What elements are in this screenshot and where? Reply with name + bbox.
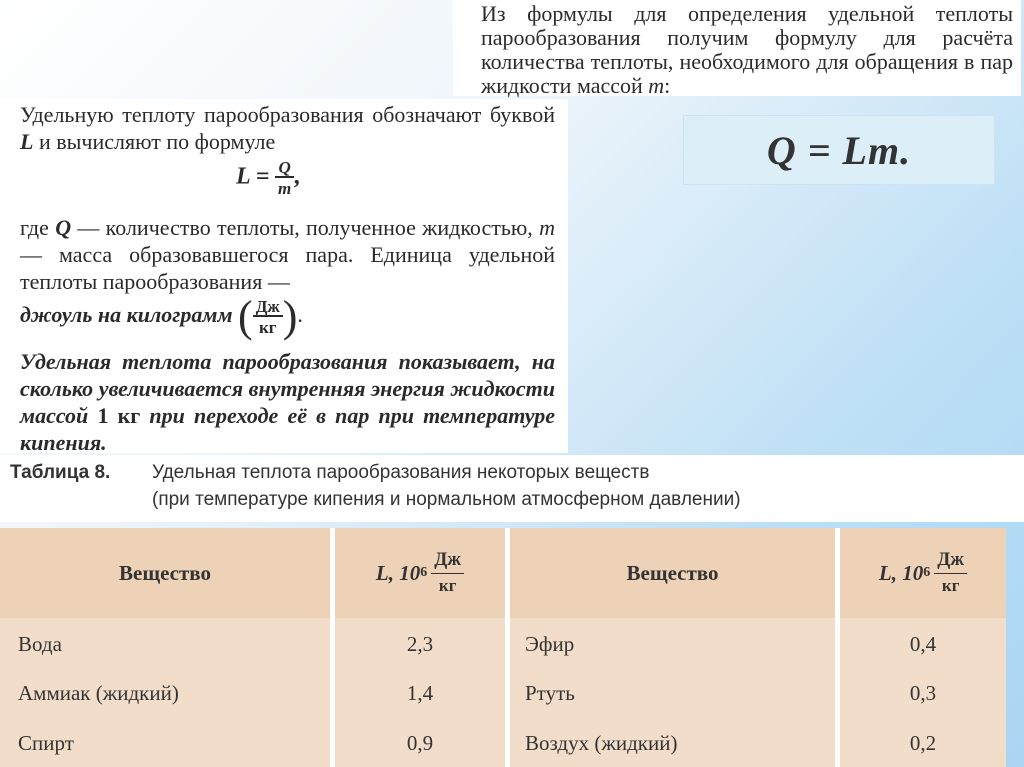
header-L-left-unit — [431, 550, 464, 596]
table-cell-substance: Аммиак (жидкий) — [18, 681, 179, 705]
table-cell-substance: Эфир — [525, 632, 575, 656]
header-substance-left — [0, 528, 330, 618]
header-L-right-unit-num: Дж — [934, 550, 967, 574]
formula-denominator: m — [277, 179, 292, 198]
definition-var: L — [20, 129, 34, 154]
meaning-paragraph — [20, 348, 555, 456]
paren-open: ( — [238, 292, 253, 341]
table-cell-value: 0,4 — [909, 632, 937, 656]
table-cell-substance: Ртуть — [525, 681, 575, 705]
unit-fraction — [253, 298, 283, 336]
definition-paragraph — [20, 101, 555, 155]
header-L-left — [335, 528, 505, 618]
table-cell-substance: Воздух (жидкий) — [525, 731, 678, 755]
formula-box — [683, 115, 995, 185]
caption-text — [152, 459, 1012, 513]
definition-panel — [0, 99, 568, 453]
formula-numerator: Q — [275, 159, 293, 178]
meaning-text-end: при переходе её в пар при температуре кипения. — [20, 403, 555, 455]
unit-numerator: Дж — [253, 298, 283, 317]
explanation-text-b: — количество теплоты, полученное жидкостью, — [77, 215, 533, 240]
top-paragraph-var: m — [648, 73, 665, 98]
caption-line-2: (при температуре кипения и нормальном атмосферном давлении) — [152, 489, 741, 510]
header-L-right-unit-den: кг — [941, 576, 960, 596]
explanation-m: m — [539, 215, 555, 240]
paren-close: ) — [282, 292, 298, 341]
top-paragraph-end: : — [664, 73, 671, 98]
explanation-q: Q — [55, 215, 72, 240]
meaning-text: Удельная теплота парообразования показывает, на сколько увеличивается внутренняя энергия жидкости массой — [20, 349, 555, 428]
header-substance-right-label: Вещество — [626, 560, 719, 585]
meaning-mass: 1 кг — [97, 403, 141, 428]
caption-line-1: Удельная теплота парообразования некоторых веществ — [152, 462, 650, 483]
definition-text: Удельную теплоту парообразования обозначают буквой — [20, 102, 555, 127]
header-L-right-exp: 6 — [923, 565, 931, 580]
header-L-right-label: L, 10 — [878, 560, 924, 585]
explanation-text: где — [20, 215, 49, 240]
caption-label: Таблица 8. — [10, 462, 111, 483]
formula-q-lm: Q = Lm. — [766, 127, 912, 173]
header-substance-left-label: Вещество — [119, 560, 211, 585]
top-text-panel — [453, 0, 1021, 96]
formula-comma: , — [293, 163, 300, 190]
data-table — [0, 528, 1006, 767]
table-cell-substance: Вода — [18, 632, 62, 656]
header-L-left-unit-num: Дж — [431, 550, 464, 574]
table-cell-value: 1,4 — [406, 681, 434, 705]
unit-denominator: кг — [258, 318, 277, 337]
table-cell-value: 0,9 — [406, 731, 434, 755]
explanation-text-c: — масса образовавшегося пара. Единица удельной теплоты парообразования — — [20, 242, 555, 294]
header-L-left-unit-den: кг — [438, 576, 457, 596]
header-substance-right — [510, 528, 835, 618]
explanation-paragraph — [20, 214, 555, 295]
formula-fraction — [275, 159, 293, 197]
table-cell-substance: Спирт — [18, 731, 74, 755]
table-cell-value: 0,2 — [909, 731, 937, 755]
header-L-left-label: L, 10 — [375, 560, 421, 585]
definition-text-end: и вычисляют по формуле — [38, 129, 276, 154]
header-L-right — [840, 528, 1006, 618]
header-L-right-unit — [934, 550, 967, 596]
top-paragraph-text: Из формулы для определения удельной теплоты парообразования получим формулу для расчёта количества теплоты, необходимого для обращения в пар жидкости массой — [481, 1, 1013, 98]
column-divider — [505, 528, 510, 767]
unit-line — [20, 292, 555, 341]
unit-end: . — [297, 302, 303, 328]
table-cell-value: 0,3 — [909, 681, 937, 705]
formula-L — [236, 159, 300, 197]
header-L-left-exp: 6 — [420, 565, 428, 580]
unit-name: джоуль на килограмм — [20, 302, 233, 328]
table-caption — [0, 455, 1024, 522]
table-cell-value: 2,3 — [406, 632, 434, 656]
top-paragraph — [453, 0, 1021, 98]
formula-lhs: L = — [236, 163, 270, 190]
